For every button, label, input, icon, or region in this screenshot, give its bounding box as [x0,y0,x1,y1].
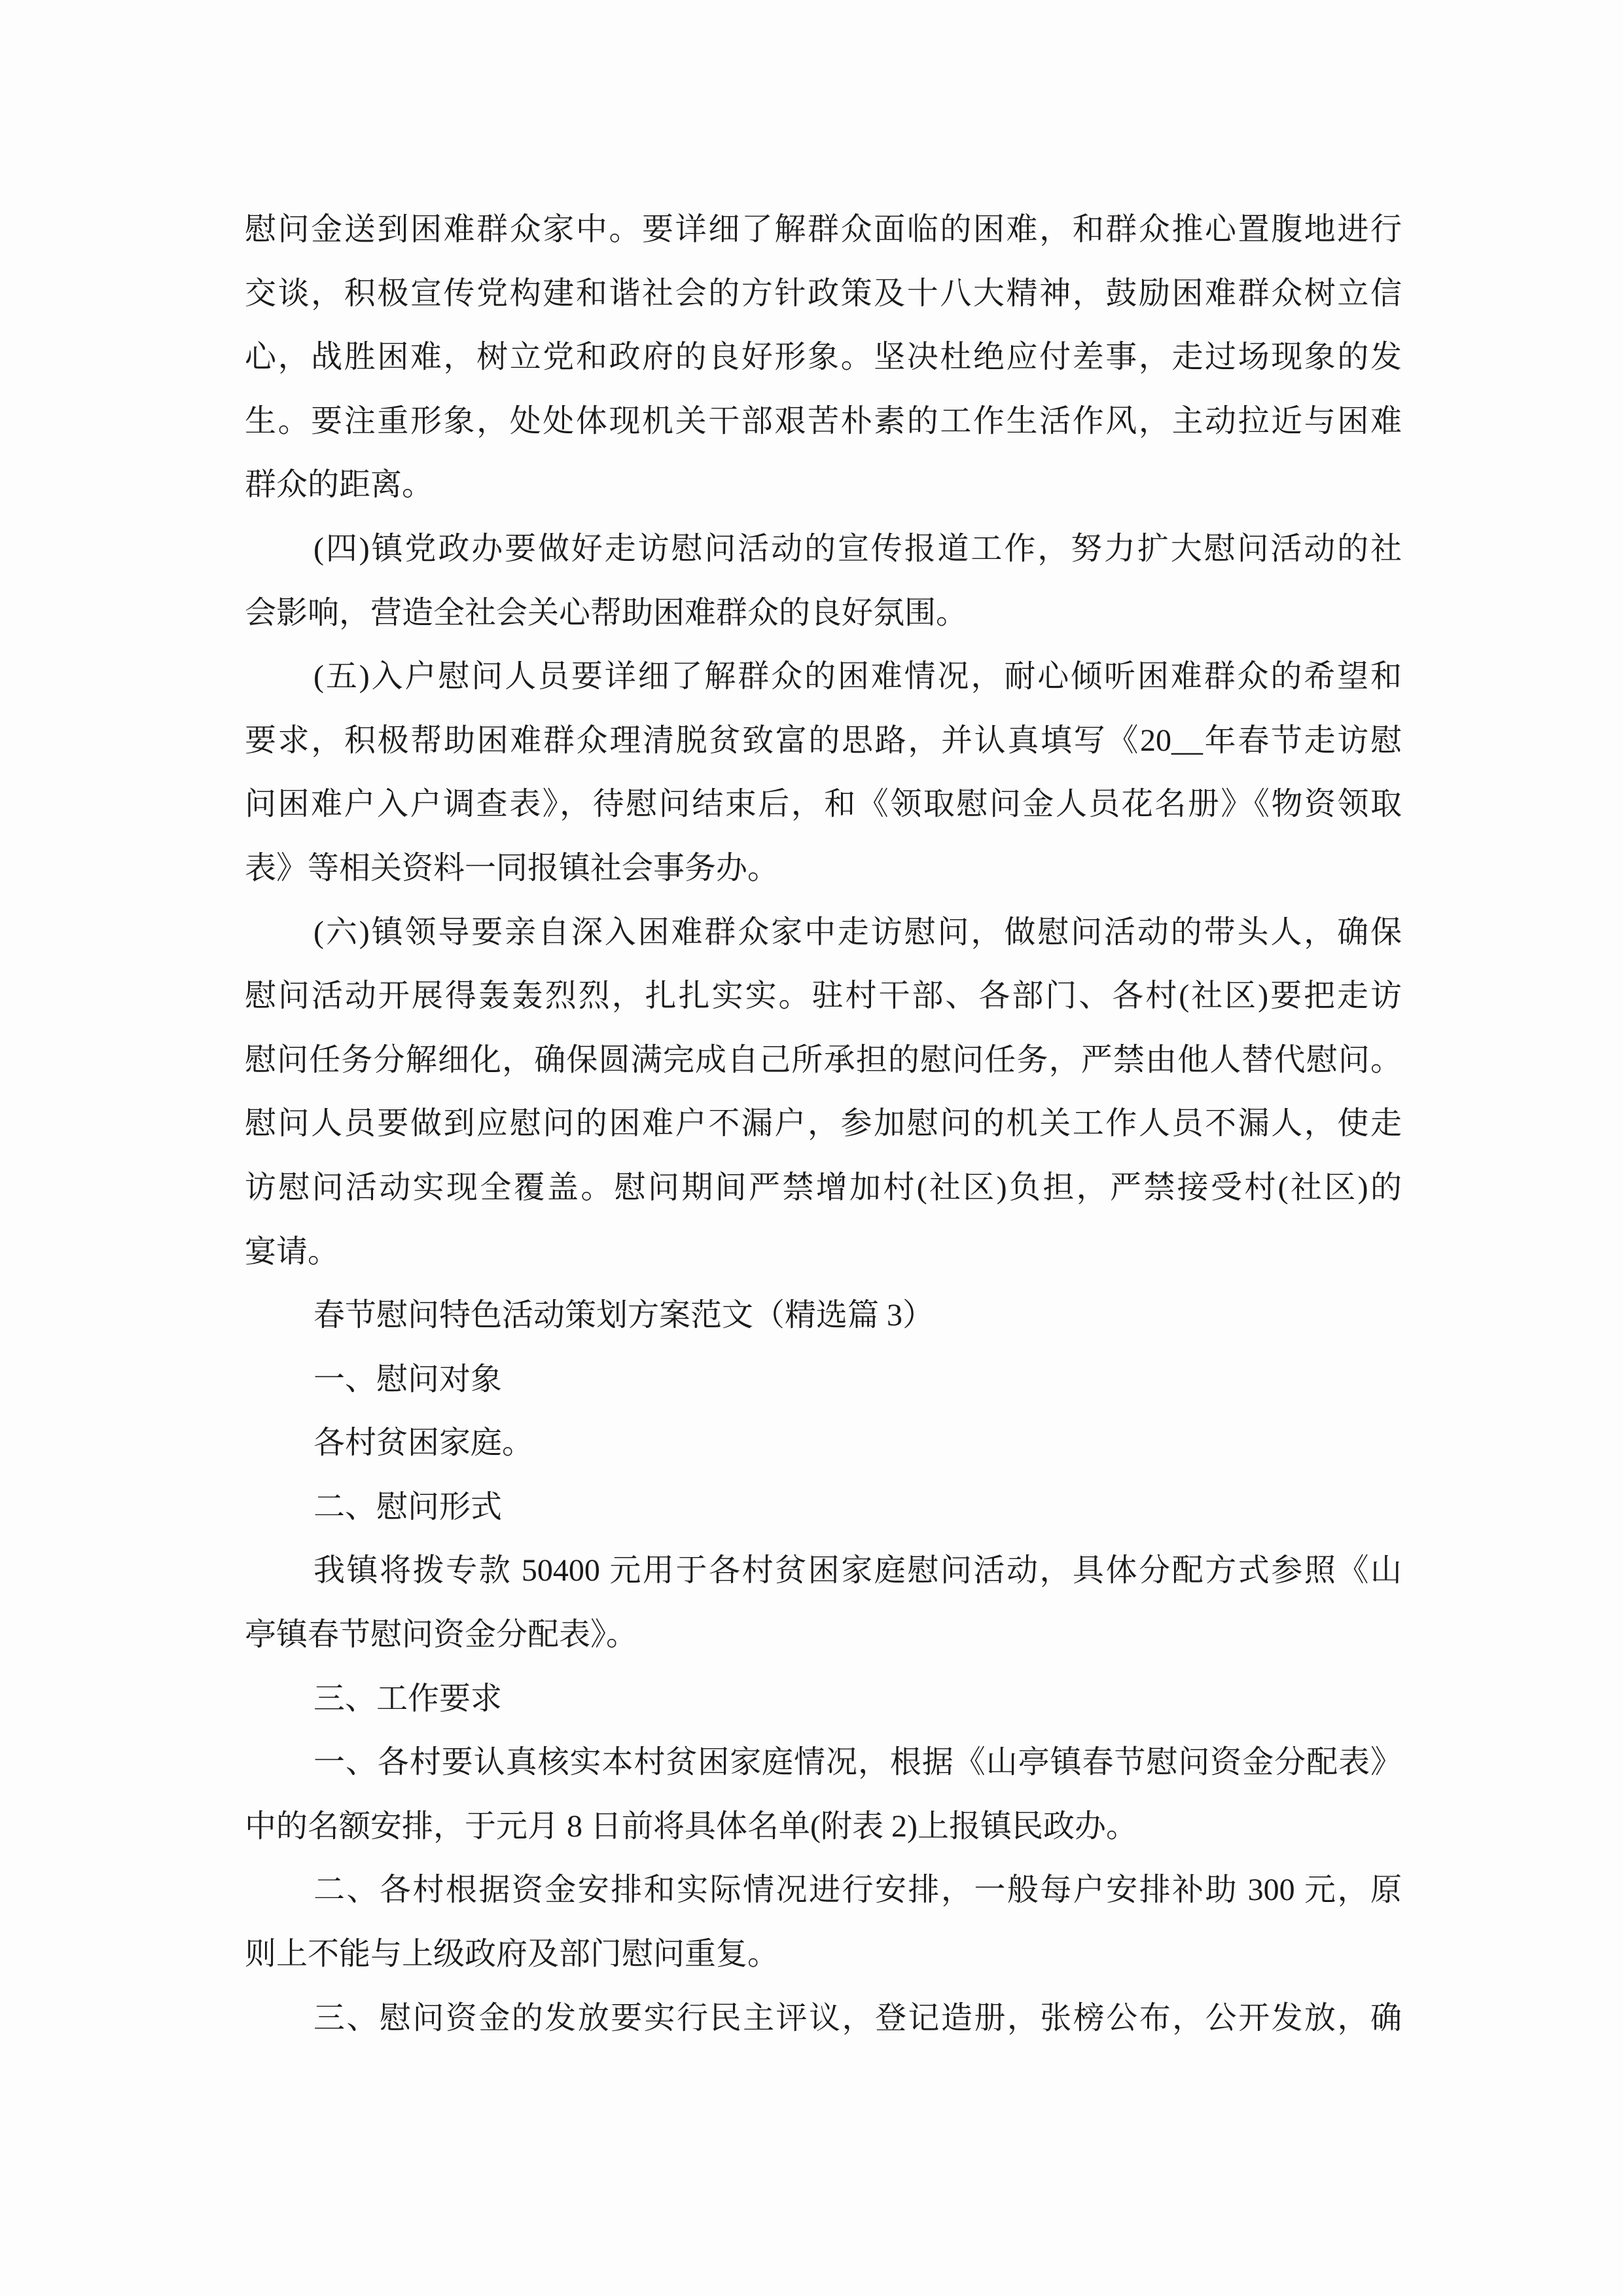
section-heading-line: 一、慰问对象 [313,1361,503,1397]
paragraph-line: 中的名额安排，于元月 8 日前将具体名单(附表 2)上报镇民政办。 [245,1808,1137,1844]
section-heading-line: 二、慰问形式 [313,1489,503,1524]
paragraph-line: 亭镇春节慰问资金分配表》。 [245,1617,638,1653]
paragraph-line: 访慰问活动实现全覆盖。慰问期间严禁增加村(社区)负担，严禁接受村(社区)的 [245,1170,1402,1205]
paragraph-line: 慰问人员要做到应慰问的困难户不漏户，参加慰问的机关工作人员不漏人，使走 [245,1106,1402,1141]
paragraph-line: 三、慰问资金的发放要实行民主评议，登记造册，张榜公布，公开发放，确 [313,2000,1402,2036]
article-title-line: 春节慰问特色活动策划方案范文（精选篇 3） [313,1298,935,1333]
section-heading-line: 三、工作要求 [313,1681,503,1716]
paragraph-line: 生。要注重形象，处处体现机关干部艰苦朴素的工作生活作风，主动拉近与困难 [245,403,1402,439]
paragraph-line: 慰问金送到困难群众家中。要详细了解群众面临的困难，和群众推心置腹地进行 [245,212,1402,247]
paragraph-line: 要求，积极帮助困难群众理清脱贫致富的思路，并认真填写《20__年春节走访慰 [245,723,1402,758]
paragraph-line: 慰问活动开展得轰轰烈烈，扎扎实实。驻村干部、各部门、各村(社区)要把走访 [245,978,1402,1014]
paragraph-line: (五)入户慰问人员要详细了解群众的困难情况，耐心倾听困难群众的希望和 [313,659,1402,694]
paragraph-line: 交谈，积极宣传党构建和谐社会的方针政策及十八大精神，鼓励困难群众树立信 [245,276,1402,311]
paragraph-line: (四)镇党政办要做好走访慰问活动的宣传报道工作，努力扩大慰问活动的社 [313,531,1402,566]
paragraph-line: 群众的距离。 [245,467,434,503]
paragraph-line: 我镇将拨专款 50400 元用于各村贫困家庭慰问活动，具体分配方式参照《山 [313,1553,1402,1588]
paragraph-line: 则上不能与上级政府及部门慰问重复。 [245,1937,779,1972]
paragraph-line: 表》等相关资料一同报镇社会事务办。 [245,850,779,886]
paragraph-line: 宴请。 [245,1234,340,1269]
paragraph-line: 一、各村要认真核实本村贫困家庭情况，根据《山亭镇春节慰问资金分配表》 [313,1745,1402,1780]
paragraph-line: 二、各村根据资金安排和实际情况进行安排，一般每户安排补助 300 元，原 [313,1873,1402,1908]
paragraph-line: 问困难户入户调查表》，待慰问结束后，和《领取慰问金人员花名册》《物资领取 [245,787,1402,822]
paragraph-line: 会影响，营造全社会关心帮助困难群众的良好氛围。 [245,595,968,630]
paragraph-line: 心，战胜困难，树立党和政府的良好形象。坚决杜绝应付差事，走过场现象的发 [245,340,1402,375]
paragraph-line: 慰问任务分解细化，确保圆满完成自己所承担的慰问任务，严禁由他人替代慰问。 [245,1042,1402,1077]
paragraph-line: 各村贫困家庭。 [313,1426,534,1461]
paragraph-line: (六)镇领导要亲自深入困难群众家中走访慰问，做慰问活动的带头人，确保 [313,914,1402,950]
